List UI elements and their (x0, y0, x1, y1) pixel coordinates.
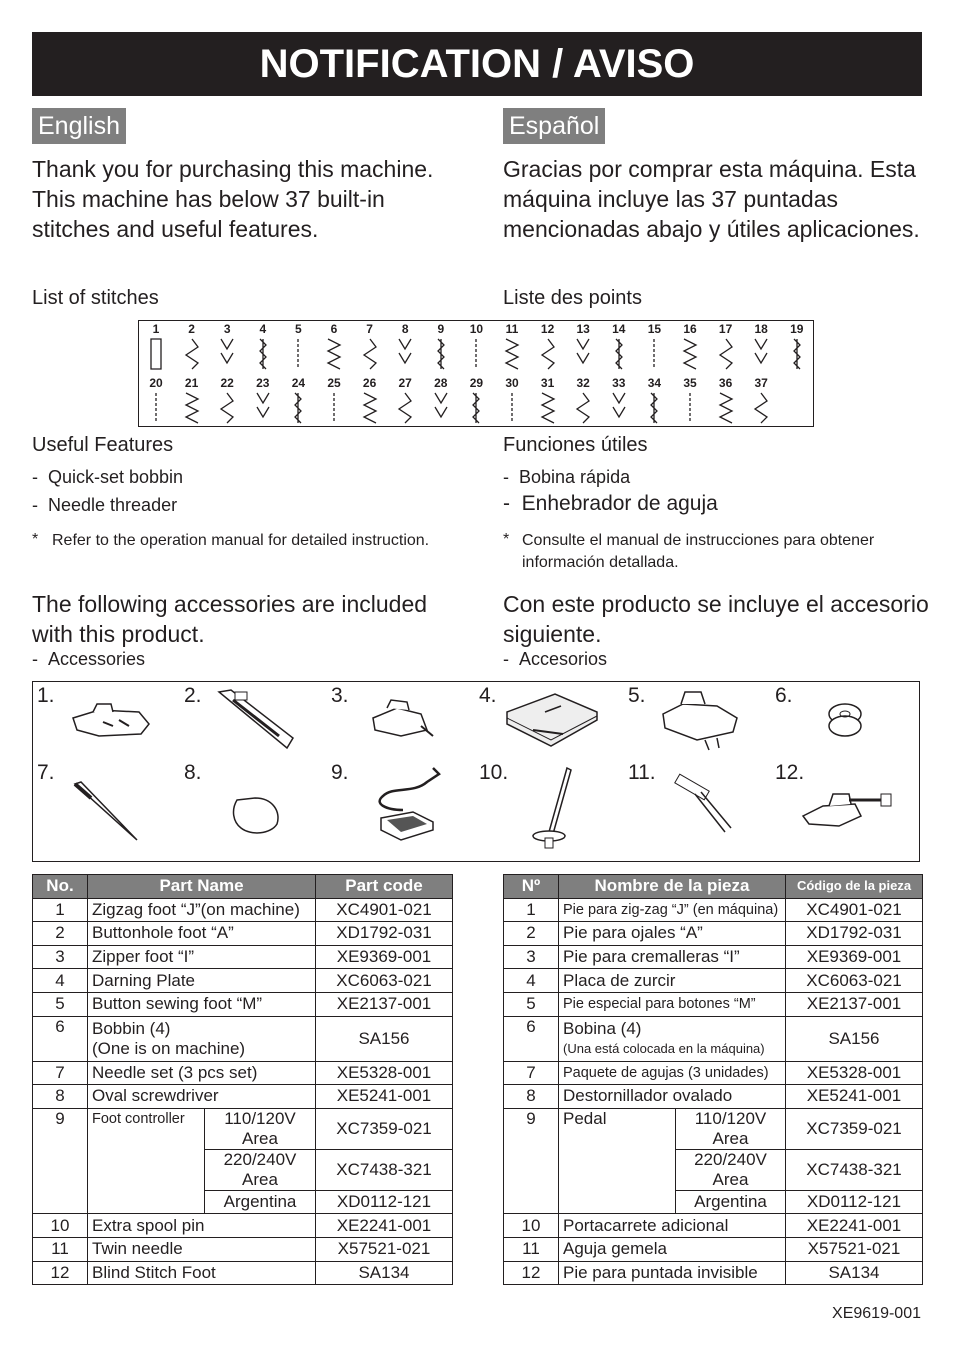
part-number: 9 (33, 1108, 88, 1214)
part-code: XE9369-001 (786, 945, 923, 969)
stitch-number: 1 (152, 322, 160, 336)
part-number: 3 (33, 945, 88, 969)
part-code: XD1792-031 (786, 922, 923, 946)
part-name-cell (559, 1016, 786, 1061)
stitch-chart (138, 320, 814, 427)
part-code: XE2241-001 (316, 1214, 453, 1238)
stitch-pattern-icon (461, 337, 491, 371)
part-name: Aguja gemela (559, 1237, 786, 1261)
stitch-pattern-icon (461, 391, 491, 425)
features-label-spanish: Funciones útiles (503, 434, 648, 456)
document-code: XE9619-001 (832, 1305, 921, 1322)
part-code: XE5241-001 (786, 1085, 923, 1109)
stitch-pattern-icon (675, 337, 705, 371)
part-name: Foot controller (88, 1108, 205, 1214)
oval-screwdriver-icon (227, 794, 283, 838)
feature-text: Quick-set bobbin (48, 467, 184, 487)
twin-needle-icon (669, 772, 733, 838)
stitch-pattern-icon (319, 337, 349, 371)
stitch-pattern-icon (746, 391, 776, 425)
stitch-number: 12 (540, 322, 555, 336)
part-name: Oval screwdriver (88, 1085, 316, 1109)
stitch-number: 19 (790, 322, 804, 336)
part-name: Pie para cremalleras “I” (559, 945, 786, 969)
accessory-number: 2. (184, 684, 202, 707)
stitch-pattern-icon (675, 391, 705, 425)
part-number: 5 (504, 992, 559, 1016)
part-name: Bobbin (4) (92, 1018, 171, 1038)
stitch-pattern-icon (711, 391, 741, 425)
table-row (33, 1061, 453, 1085)
table-row (33, 969, 453, 993)
part-code: XC6063-021 (786, 969, 923, 993)
part-name: Extra spool pin (88, 1214, 316, 1238)
part-name: Button sewing foot “M” (88, 992, 316, 1016)
table-row (33, 1108, 453, 1149)
stitch-number: 23 (256, 376, 270, 390)
stitch-pattern-icon (497, 391, 527, 425)
stitch-pattern-icon (319, 391, 349, 425)
table-row (504, 1237, 923, 1261)
voltage-area: 110/120V Area (676, 1108, 786, 1149)
stitch-pattern-icon (390, 391, 420, 425)
part-name: Darning Plate (88, 969, 316, 993)
stitch-pattern-icon (497, 337, 527, 371)
stitch-number: 26 (362, 376, 377, 390)
stitch-number: 28 (434, 376, 448, 390)
part-name-note: (Una está colocada en la máquina) (563, 1040, 765, 1056)
part-code: XE5241-001 (316, 1085, 453, 1109)
stitch-pattern-icon (639, 391, 669, 425)
part-name: Pie especial para botones “M” (559, 992, 786, 1016)
stitch-pattern-icon (141, 337, 171, 371)
stitch-pattern-icon (604, 337, 634, 371)
table-row (504, 1214, 923, 1238)
stitch-pattern-icon (533, 391, 563, 425)
stitch-number: 35 (683, 376, 697, 390)
stitch-number: 16 (683, 322, 697, 336)
part-name: Twin needle (88, 1237, 316, 1261)
table-header-cell: Part code (316, 875, 453, 899)
stitch-number: 9 (437, 322, 445, 336)
part-code: XD1792-031 (316, 922, 453, 946)
feature-text: Needle threader (48, 495, 178, 515)
part-number: 2 (33, 922, 88, 946)
table-header-cell: Nº (504, 875, 559, 899)
part-name-note: (One is on machine) (92, 1038, 246, 1058)
part-code: XC4901-021 (786, 898, 923, 922)
stitch-pattern-icon (355, 391, 385, 425)
feature-item-english-2: - Needle threader (32, 495, 178, 515)
stitch-number: 32 (576, 376, 590, 390)
table-row (33, 1261, 453, 1285)
stitch-number: 3 (223, 322, 231, 336)
needle-set-icon (71, 778, 141, 844)
part-code: XE2137-001 (316, 992, 453, 1016)
stitch-number: 2 (188, 322, 195, 336)
part-number: 10 (33, 1214, 88, 1238)
stitch-pattern-icon (248, 391, 278, 425)
part-number: 1 (33, 898, 88, 922)
stitch-number: 25 (327, 376, 341, 390)
accessories-heading-spanish: Con este producto se incluye el accesorio siguiente. (503, 591, 929, 647)
part-code: SA156 (786, 1016, 923, 1061)
blind-stitch-foot-icon (799, 786, 895, 830)
table-row (504, 945, 923, 969)
stitch-number: 7 (366, 322, 373, 336)
accessory-number: 10. (479, 761, 509, 784)
stitch-number: 34 (647, 376, 662, 390)
lang-tag-english: English (32, 108, 126, 144)
stitch-number: 33 (612, 376, 626, 390)
stitch-number: 21 (184, 376, 199, 390)
stitch-pattern-icon (212, 391, 242, 425)
stitch-pattern-icon (568, 337, 598, 371)
part-number: 8 (33, 1085, 88, 1109)
stitch-number: 17 (718, 322, 733, 336)
stitch-pattern-icon (355, 337, 385, 371)
accessories-label-english: - Accessories (32, 649, 146, 669)
table-row (33, 1237, 453, 1261)
stitch-pattern-icon (141, 391, 171, 425)
table-row (504, 1108, 923, 1149)
stitch-pattern-icon (426, 391, 456, 425)
table-header-cell: Nombre de la pieza (559, 875, 786, 899)
feature-item-spanish-2: - Enhebrador de aguja (503, 492, 718, 515)
part-name: Destornillador ovalado (559, 1085, 786, 1109)
part-code: XC7359-021 (786, 1108, 923, 1149)
part-code: XD0112-121 (316, 1190, 453, 1214)
stitch-pattern-icon (639, 337, 669, 371)
bobbin-icon (825, 700, 865, 740)
stitch-pattern-icon (746, 337, 776, 371)
feature-item-english-1: - Quick-set bobbin (32, 467, 184, 487)
part-code: XC7438-321 (316, 1149, 453, 1190)
stitch-number: 31 (540, 376, 555, 390)
stitch-number: 6 (330, 322, 338, 336)
stitch-pattern-icon (711, 337, 741, 371)
buttonhole-foot-icon (213, 686, 299, 752)
zipper-foot-icon (367, 696, 437, 744)
part-number: 7 (504, 1061, 559, 1085)
table-row (33, 1214, 453, 1238)
parts-table-spanish (503, 874, 923, 1285)
part-number: 12 (33, 1261, 88, 1285)
part-number: 4 (504, 969, 559, 993)
accessories-illustration-box (32, 681, 920, 862)
voltage-area: 220/240V Area (205, 1149, 316, 1190)
accessory-number: 4. (479, 684, 497, 707)
table-row (504, 1061, 923, 1085)
stitch-pattern-icon (426, 337, 456, 371)
part-code: SA134 (316, 1261, 453, 1285)
table-row (504, 898, 923, 922)
part-name: Buttonhole foot “A” (88, 922, 316, 946)
accessory-number: 7. (37, 761, 55, 784)
voltage-area: 110/120V Area (205, 1108, 316, 1149)
stitch-number: 29 (469, 376, 484, 390)
stitch-number: 37 (754, 376, 768, 390)
spool-pin-icon (527, 764, 577, 856)
part-code: XC6063-021 (316, 969, 453, 993)
table-row (504, 922, 923, 946)
table-row (504, 992, 923, 1016)
accessory-number: 1. (37, 684, 55, 707)
stitch-number: 11 (505, 322, 519, 336)
accessory-number: 9. (331, 761, 349, 784)
accessory-number: 12. (775, 761, 805, 784)
accessories-label-spanish: - Accesorios (503, 649, 608, 669)
accessories-label-text: Accessories (48, 649, 146, 669)
accessory-number: 5. (628, 684, 646, 707)
table-header-cell: No. (33, 875, 88, 899)
part-name: Zipper foot “I” (88, 945, 316, 969)
part-number: 7 (33, 1061, 88, 1085)
feature-text: Bobina rápida (519, 467, 631, 487)
part-name: Portacarrete adicional (559, 1214, 786, 1238)
stitch-number: 4 (259, 322, 267, 336)
feature-item-spanish-1: - Bobina rápida (503, 467, 631, 487)
table-row (33, 992, 453, 1016)
part-number: 8 (504, 1085, 559, 1109)
features-label-english: Useful Features (32, 434, 174, 456)
stitch-number: 10 (469, 322, 484, 336)
part-code: XE2137-001 (786, 992, 923, 1016)
part-name: Blind Stitch Foot (88, 1261, 316, 1285)
table-header-cell: Código de la pieza (786, 875, 923, 899)
part-name: Pedal (559, 1108, 676, 1214)
stitch-pattern-icon (782, 337, 812, 371)
note-asterisk: * (32, 531, 39, 548)
parts-table-english (32, 874, 453, 1285)
accessory-number: 8. (184, 761, 202, 784)
table-row (504, 1016, 923, 1061)
part-code: XE5328-001 (316, 1061, 453, 1085)
stitch-list-label-spanish: Liste des points (503, 287, 642, 309)
accessories-heading-english: The following accessories are included with this product. (32, 591, 428, 647)
part-name: Placa de zurcir (559, 969, 786, 993)
foot-controller-icon (373, 764, 447, 848)
stitch-pattern-icon (283, 337, 313, 371)
stitch-pattern-icon (248, 337, 278, 371)
part-name: Pie para ojales “A” (559, 922, 786, 946)
part-code: XE2241-001 (786, 1214, 923, 1238)
table-row (504, 1261, 923, 1285)
stitch-number: 5 (295, 322, 302, 336)
part-number: 1 (504, 898, 559, 922)
part-name: Pie para puntada invisible (559, 1261, 786, 1285)
button-sewing-foot-icon (657, 688, 743, 752)
part-name: Zigzag foot “J”(on machine) (88, 898, 316, 922)
table-row (504, 1085, 923, 1109)
part-number: 10 (504, 1214, 559, 1238)
part-name: Paquete de agujas (3 unidades) (559, 1061, 786, 1085)
stitch-number: 30 (505, 376, 519, 390)
stitch-pattern-icon (212, 337, 242, 371)
part-code: XC7438-321 (786, 1149, 923, 1190)
voltage-area: Argentina (676, 1190, 786, 1214)
part-code: SA156 (316, 1016, 453, 1061)
accessory-number: 6. (775, 684, 793, 707)
stitch-number: 18 (754, 322, 768, 336)
intro-english: Thank you for purchasing this machine. This machine has below 37 built-in stitches and useful features. (32, 156, 434, 242)
stitch-pattern-icon (283, 391, 313, 425)
stitch-pattern-icon (568, 391, 598, 425)
note-spanish: Consulte el manual de instrucciones para obtener información detallada. (522, 532, 875, 571)
part-code: X57521-021 (786, 1237, 923, 1261)
part-number: 3 (504, 945, 559, 969)
part-number: 2 (504, 922, 559, 946)
table-row (33, 1085, 453, 1109)
part-number: 6 (33, 1016, 88, 1061)
zigzag-foot-icon (69, 700, 153, 742)
part-number: 9 (504, 1108, 559, 1214)
part-name: Needle set (3 pcs set) (88, 1061, 316, 1085)
part-name: Pie para zig-zag “J” (en máquina) (559, 898, 786, 922)
part-code: SA134 (786, 1261, 923, 1285)
accessories-label-text: Accesorios (519, 649, 608, 669)
stitch-number: 14 (612, 322, 626, 336)
part-name: Bobina (4) (563, 1018, 642, 1038)
table-row (33, 898, 453, 922)
stitch-pattern-icon (177, 337, 207, 371)
stitch-pattern-icon (390, 337, 420, 371)
stitch-number: 13 (576, 322, 590, 336)
darning-plate-icon (503, 690, 601, 752)
voltage-area: 220/240V Area (676, 1149, 786, 1190)
table-header-row (504, 875, 923, 899)
part-number: 11 (33, 1237, 88, 1261)
intro-spanish: Gracias por comprar esta máquina. Esta máquina incluye las 37 puntadas mencionadas abajo y útiles aplicaciones. (503, 156, 920, 242)
part-number: 6 (504, 1016, 559, 1061)
feature-text: Enhebrador de aguja (521, 492, 718, 515)
stitch-number: 20 (149, 376, 163, 390)
table-row (504, 969, 923, 993)
stitch-number: 27 (398, 376, 412, 390)
note-english: Refer to the operation manual for detailed instruction. (52, 532, 430, 549)
table-row (33, 945, 453, 969)
stitch-pattern-icon (533, 337, 563, 371)
page-title: NOTIFICATION / AVISO (32, 32, 922, 96)
table-header-row (33, 875, 453, 899)
part-number: 12 (504, 1261, 559, 1285)
lang-tag-spanish: Español (503, 108, 605, 144)
part-code: XC4901-021 (316, 898, 453, 922)
table-header-cell: Part Name (88, 875, 316, 899)
voltage-area: Argentina (205, 1190, 316, 1214)
part-name-cell (88, 1016, 316, 1061)
accessory-number: 3. (331, 684, 349, 707)
stitch-number: 36 (718, 376, 733, 390)
part-code: XD0112-121 (786, 1190, 923, 1214)
part-code: XE9369-001 (316, 945, 453, 969)
stitch-pattern-icon (177, 391, 207, 425)
stitch-number: 8 (401, 322, 409, 336)
part-code: XC7359-021 (316, 1108, 453, 1149)
stitch-number: 22 (220, 376, 234, 390)
part-code: XE5328-001 (786, 1061, 923, 1085)
stitch-pattern-icon (604, 391, 634, 425)
part-number: 4 (33, 969, 88, 993)
table-row (33, 922, 453, 946)
table-row (33, 1016, 453, 1061)
stitch-number: 24 (291, 376, 306, 390)
stitch-number: 15 (647, 322, 662, 336)
part-number: 5 (33, 992, 88, 1016)
part-number: 11 (504, 1237, 559, 1261)
stitch-list-label-english: List of stitches (32, 287, 159, 309)
note-asterisk: * (503, 531, 510, 548)
accessory-number: 11. (628, 761, 656, 784)
part-code: X57521-021 (316, 1237, 453, 1261)
